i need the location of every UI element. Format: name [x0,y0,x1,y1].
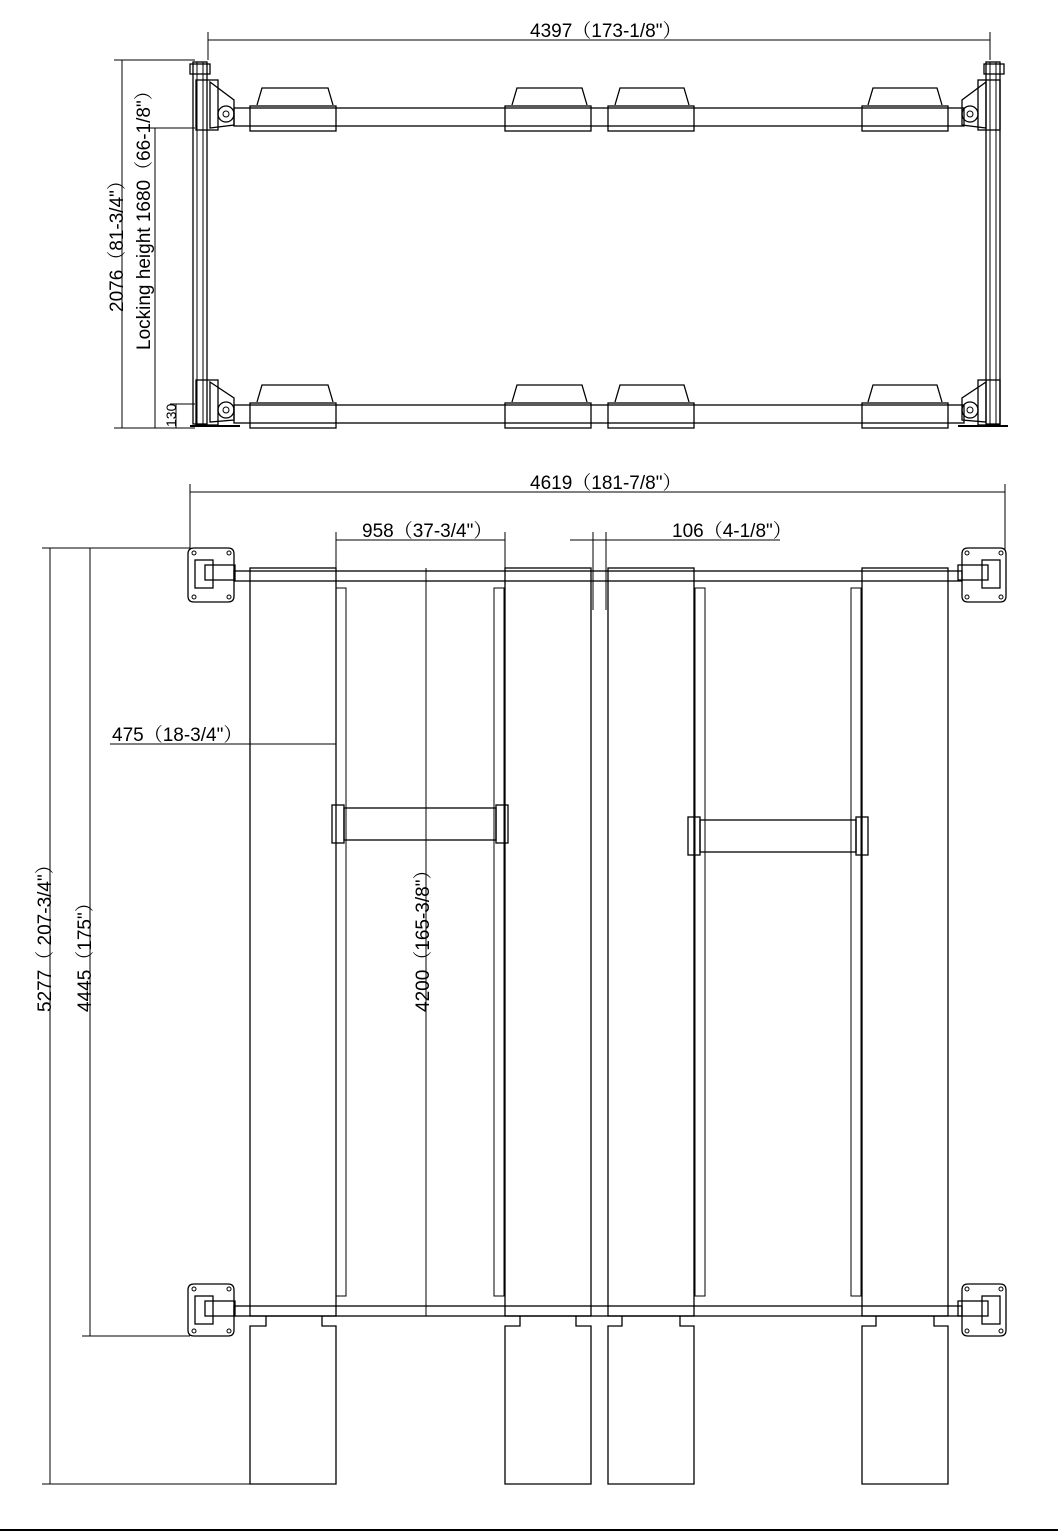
inner-rail-3 [695,588,705,1296]
post-base-bottom-left [188,1284,235,1336]
top-width-label: 4397（173-1/8"） [530,21,682,42]
runway-length-label: 4200（165-3/8"） [413,860,434,1012]
overall-width-label: 4619（181-7/8"） [530,473,682,494]
post-base-bottom-right [958,1284,1006,1336]
inner-rail-2 [494,588,504,1296]
post-spacing-label: 4445（175"） [75,893,96,1012]
runway-width-label: 475（18-3/4"） [112,725,243,746]
runway-profiles-lower [250,385,948,428]
inner-rail-4 [851,588,861,1296]
post-base-top-right [958,548,1006,602]
side-elevation-view [106,20,1008,428]
jack-beam-left [332,805,508,843]
ramps [250,1316,948,1484]
runway-profiles-upper [250,88,948,131]
center-gap-label: 106（4-1/8"） [672,521,792,542]
upper-crossbeam [234,108,964,126]
runway-3 [608,568,694,1316]
jack-beam-right [688,817,868,855]
rear-crossbeam [234,1306,962,1316]
front-crossbeam [234,571,962,581]
locking-height-label: Locking height 1680（66-1/8"） [134,81,155,350]
overall-length-label: 5277（ 207-3/4"） [35,855,56,1012]
clearance-label: 130 [163,403,179,427]
plan-view [34,472,1006,1484]
post-base-top-left [188,548,235,602]
left-post [190,62,240,426]
runway-gap-label: 958（37-3/4"） [362,521,493,542]
right-post [958,62,1008,426]
top-height-label: 2076（81-3/4"） [107,171,128,312]
lower-crossbeam [234,405,964,423]
inner-rail-1 [336,588,346,1296]
runway-2 [505,568,591,1316]
runway-1 [250,568,336,1316]
runway-4 [862,568,948,1316]
